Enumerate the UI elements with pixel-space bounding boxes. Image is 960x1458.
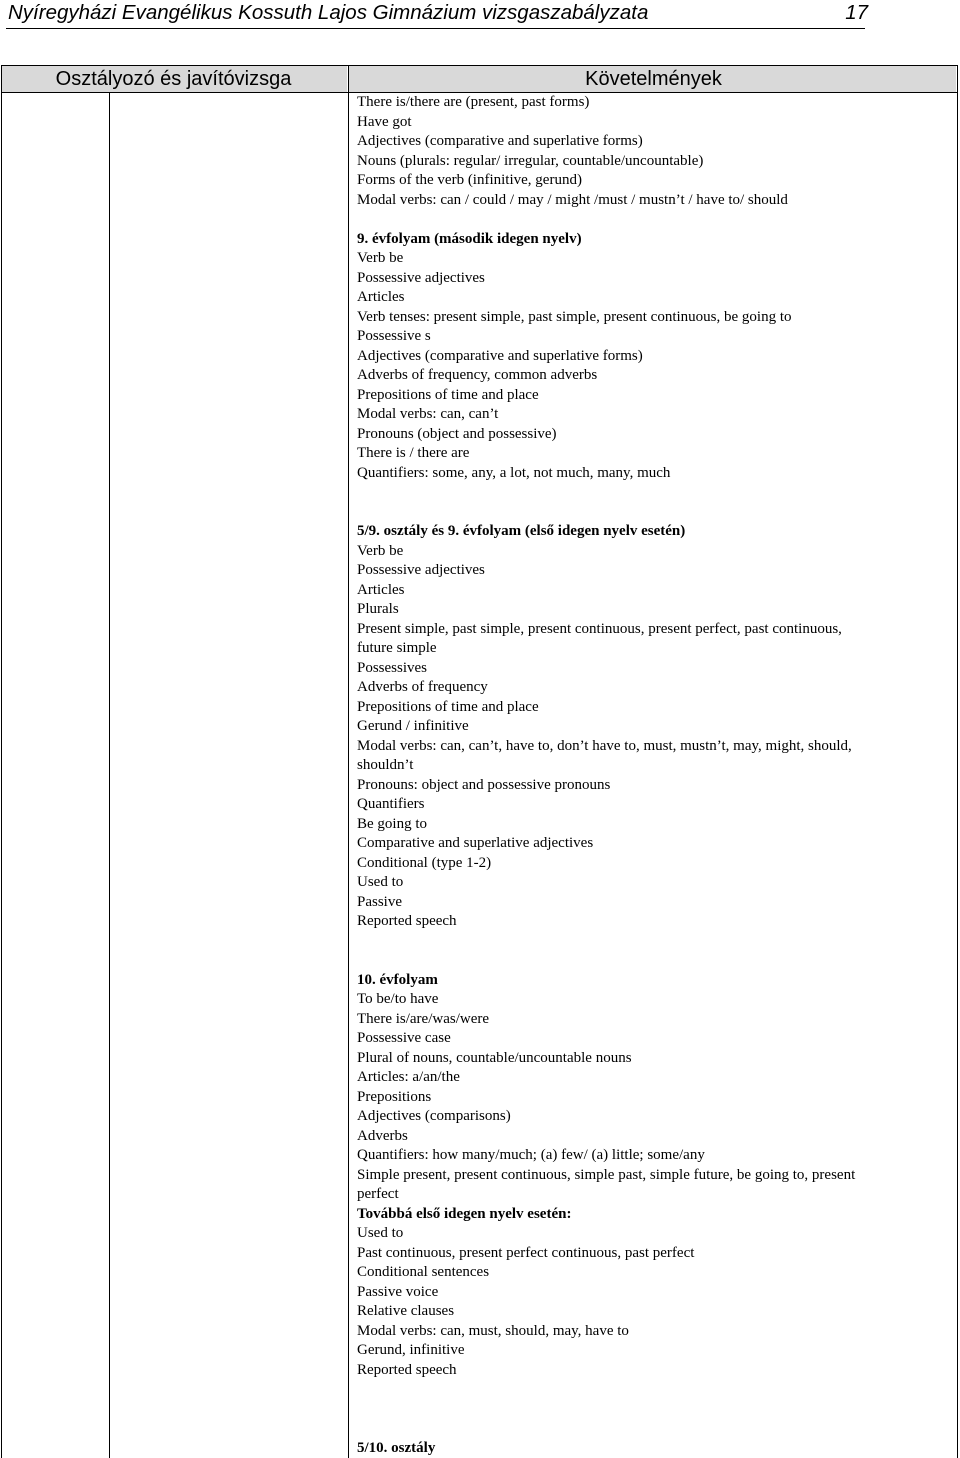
section-general (357, 93, 953, 210)
list-item: Possessive adjectives (357, 562, 485, 578)
list-item: perfect (357, 1186, 399, 1202)
list-item: Forms of the verb (infinitive, gerund) (357, 172, 582, 188)
list-item: Articles (357, 581, 405, 598)
list-item: Quantifiers: how many/much; (a) few/ (a) little; some/any (357, 1147, 705, 1163)
list-item: Used to (357, 874, 404, 890)
list-item: Conditional (type 1-2) (357, 854, 492, 871)
list-item: Reported speech (357, 1361, 457, 1378)
section-grade-9-first-language (357, 522, 953, 932)
list-item: Adjectives (comparative and superlative forms) (357, 347, 643, 364)
list-item: Pronouns: object and possessive pronouns (357, 776, 611, 793)
list-item: Articles: a/an/the (357, 1069, 460, 1085)
list-item: Adverbs (357, 1127, 408, 1144)
list-item: Adverbs of frequency, common adverbs (357, 367, 598, 383)
list-item: Be going to (357, 815, 427, 832)
table-top-border (1, 65, 958, 66)
header-rule (6, 28, 865, 29)
list-item: Articles (357, 289, 405, 305)
list-item: Modal verbs: can, can’t, have to, don’t have to, must, mustn’t, may, might, should, (357, 737, 852, 754)
requirements-content (357, 93, 953, 1458)
list-item: Nouns (plurals: regular/ irregular, countable/uncountable) (357, 152, 704, 169)
section-heading: 5/10. osztály (357, 1439, 436, 1456)
list-item: Passive (357, 893, 402, 910)
list-item: Conditional sentences (357, 1264, 490, 1280)
list-item: Possessives (357, 659, 428, 676)
list-item: shouldn’t (357, 757, 414, 773)
list-item: Simple present, present continuous, simple past, simple future, be going to, present (357, 1166, 856, 1183)
list-item: Gerund / infinitive (357, 718, 469, 734)
section-heading: 5/9. osztály és 9. évfolyam (első idegen nyelv esetén) (357, 523, 686, 539)
inner-column-divider (109, 92, 110, 1458)
list-item: Verb be (357, 250, 404, 266)
list-item: There is/are/was/were (357, 1010, 490, 1027)
list-item: Gerund, infinitive (357, 1342, 465, 1358)
list-item: Past continuous, present perfect continuous, past perfect (357, 1244, 695, 1261)
list-item: There is/there are (present, past forms) (357, 94, 590, 110)
list-item: Modal verbs: can, must, should, may, have to (357, 1322, 629, 1339)
list-item: Passive voice (357, 1283, 439, 1300)
list-item: Verb tenses: present simple, past simple, present continuous, be going to (357, 308, 792, 325)
list-item: Adverbs of frequency (357, 679, 488, 695)
section-grade-9-second-language (357, 230, 953, 484)
list-item: Possessive adjectives (357, 269, 485, 286)
list-item: Possessive s (357, 328, 431, 344)
list-item: Prepositions (357, 1088, 432, 1105)
list-item: Relative clauses (357, 1303, 455, 1319)
column-heading-requirements: Követelmények (585, 68, 722, 90)
table-left-border (1, 65, 2, 1458)
list-item: Pronouns (object and possessive) (357, 425, 557, 442)
list-item: Plural of nouns, countable/uncountable nouns (357, 1049, 632, 1066)
list-item: Comparative and superlative adjectives (357, 835, 594, 851)
table-right-border (957, 65, 958, 1458)
list-item: Modal verbs: can, can’t (357, 406, 499, 422)
list-item: Quantifiers (357, 796, 425, 812)
list-item: future simple (357, 640, 437, 656)
page-number: 17 (845, 1, 868, 24)
section-heading: 9. évfolyam (második idegen nyelv) (357, 230, 582, 247)
list-item: Verb be (357, 542, 404, 559)
requirements-column-divider (348, 65, 349, 1458)
section-subheading: Továbbá első idegen nyelv esetén: (357, 1205, 572, 1222)
document-title: Nyíregyházi Evangélikus Kossuth Lajos Gimnázium vizsgaszabályzata (8, 1, 649, 24)
section-class-5-10 (357, 1439, 953, 1458)
list-item: Adjectives (comparative and superlative forms) (357, 133, 643, 149)
list-item: Modal verbs: can / could / may / might /must / mustn’t / have to/ should (357, 191, 788, 208)
list-item: To be/to have (357, 991, 439, 1007)
list-item: Adjectives (comparisons) (357, 1108, 511, 1124)
list-item: Prepositions of time and place (357, 698, 539, 715)
list-item: Prepositions of time and place (357, 386, 539, 403)
list-item: Reported speech (357, 913, 457, 929)
list-item: Used to (357, 1225, 404, 1241)
list-item: Possessive case (357, 1030, 451, 1046)
list-item: Have got (357, 113, 412, 130)
column-heading-exam-type: Osztályozó és javítóvizsga (55, 68, 292, 90)
section-grade-10 (357, 971, 953, 1381)
list-item: Present simple, past simple, present continuous, present perfect, past continuous, (357, 620, 842, 637)
list-item: Quantifiers: some, any, a lot, not much, many, much (357, 464, 671, 481)
list-item: Plurals (357, 601, 399, 617)
section-heading: 10. évfolyam (357, 971, 438, 988)
list-item: There is / there are (357, 445, 470, 461)
